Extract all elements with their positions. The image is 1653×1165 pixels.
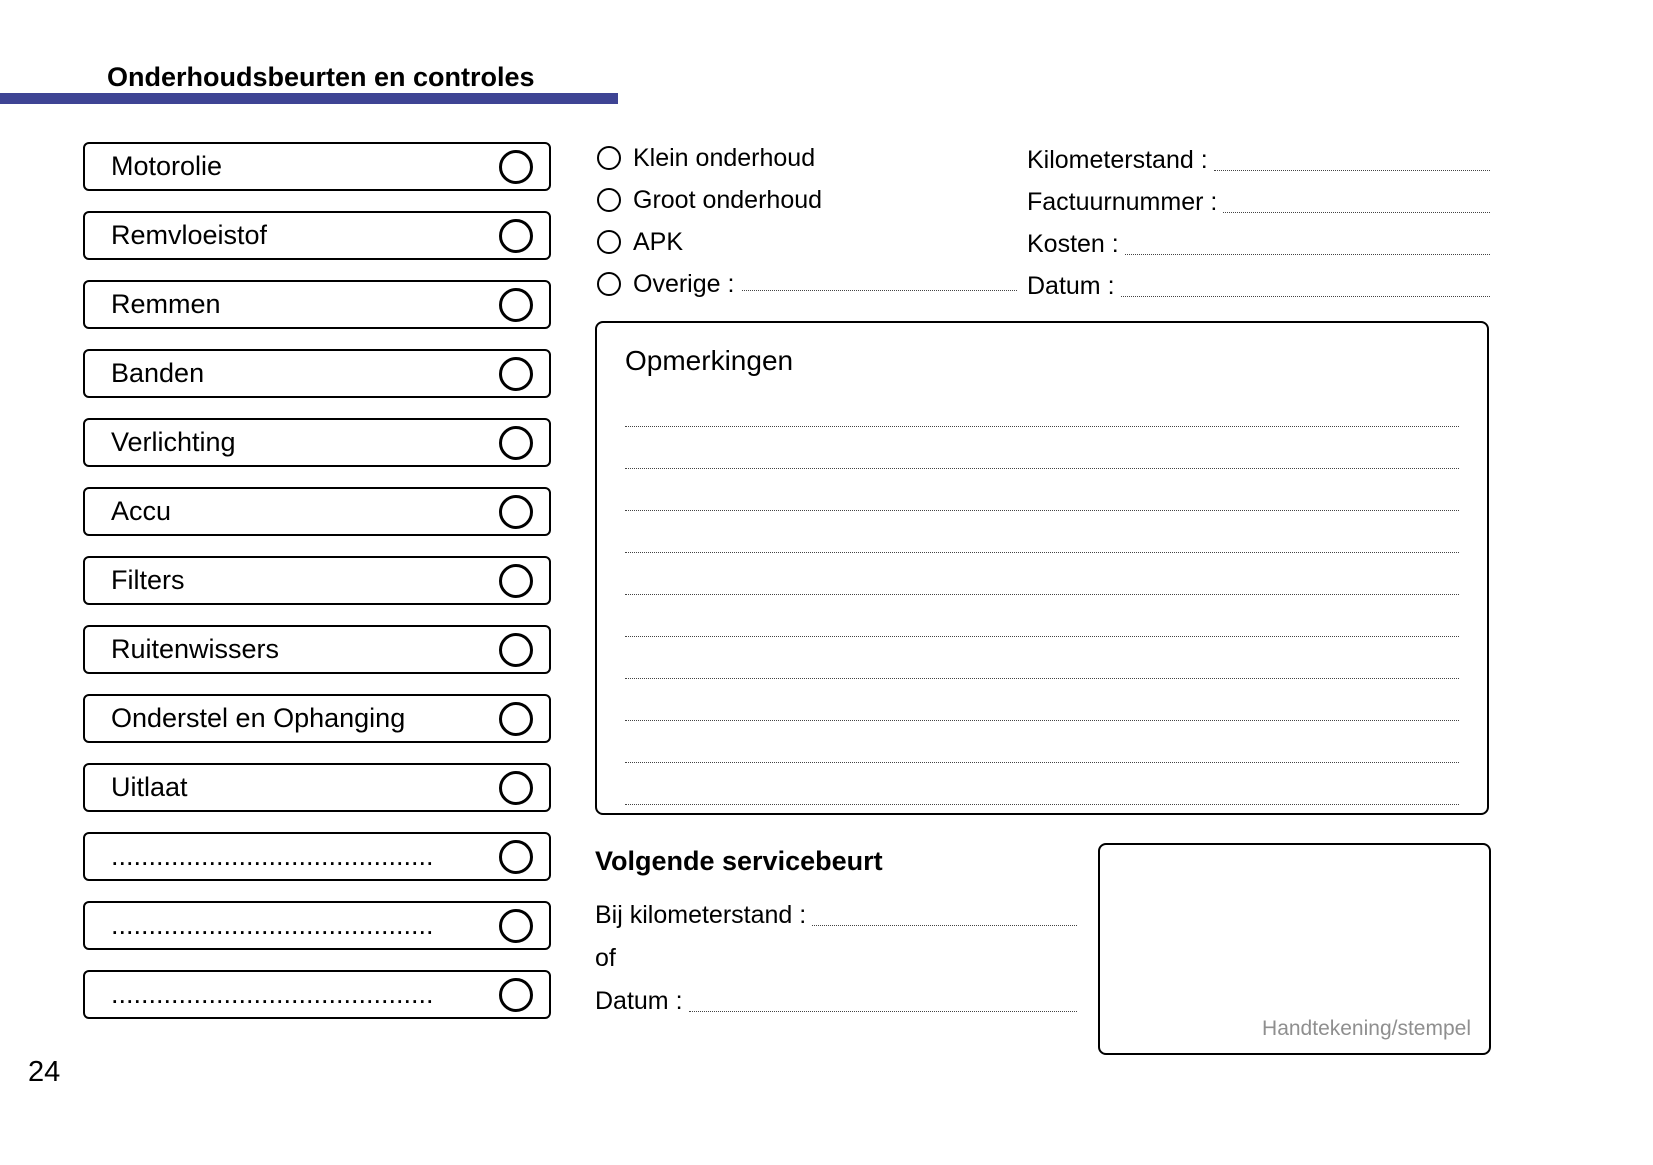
check-circle[interactable]	[499, 495, 533, 529]
check-circle[interactable]	[499, 219, 533, 253]
next-service-km-row	[595, 891, 1077, 934]
radio-label: Groot onderhoud	[633, 185, 823, 214]
checklist-item-uitlaat	[83, 763, 551, 812]
checklist-item-blank-2	[83, 901, 551, 950]
remark-line[interactable]	[625, 509, 1459, 511]
checklist-item-ruitenwissers	[83, 625, 551, 674]
next-service-title: Volgende servicebeurt	[595, 846, 883, 876]
checklist-item-accu	[83, 487, 551, 536]
remark-line[interactable]	[625, 677, 1459, 679]
service-option-klein	[597, 137, 1017, 179]
checklist-item-label: Remmen	[111, 289, 221, 319]
checklist-item-label: Filters	[111, 565, 185, 595]
signature-label: Handtekening/stempel	[1262, 1017, 1471, 1040]
checklist-item-remvloeistof	[83, 211, 551, 260]
remark-line[interactable]	[625, 635, 1459, 637]
radio-label: Overige :	[633, 269, 735, 298]
remarks-lines	[625, 385, 1459, 805]
checklist-item-verlichting	[83, 418, 551, 467]
page-title: Onderhoudsbeurten en controles	[107, 62, 535, 92]
checklist-item-blank-3	[83, 970, 551, 1019]
check-circle[interactable]	[499, 357, 533, 391]
remark-line[interactable]	[625, 551, 1459, 553]
field-factuurnummer	[1027, 179, 1490, 221]
checklist-item-blank-1	[83, 832, 551, 881]
checklist-item-writein[interactable]: ...........................................	[111, 979, 434, 1009]
remark-line[interactable]	[625, 719, 1459, 721]
next-service-or-row	[595, 934, 1077, 977]
check-circle[interactable]	[499, 288, 533, 322]
remark-line[interactable]	[625, 467, 1459, 469]
next-service-date-line[interactable]	[689, 1010, 1077, 1012]
check-circle[interactable]	[499, 771, 533, 805]
field-label: Factuurnummer :	[1027, 188, 1218, 216]
remark-line[interactable]	[625, 593, 1459, 595]
next-service-date-label: Datum :	[595, 987, 683, 1015]
radio-circle[interactable]	[597, 146, 621, 170]
overige-input-line[interactable]	[742, 289, 1017, 291]
checklist-item-writein[interactable]: ...........................................	[111, 841, 434, 871]
check-circle[interactable]	[499, 150, 533, 184]
checklist-item-label: Motorolie	[111, 151, 223, 181]
remark-line[interactable]	[625, 425, 1459, 427]
service-type-group	[597, 137, 1017, 305]
remarks-box	[595, 321, 1489, 815]
check-circle[interactable]	[499, 633, 533, 667]
checklist-item-label: Remvloeistof	[111, 220, 268, 250]
field-input-line[interactable]	[1214, 169, 1490, 171]
field-input-line[interactable]	[1223, 211, 1490, 213]
checklist	[83, 142, 551, 1039]
remark-line[interactable]	[625, 761, 1459, 763]
field-label: Kilometerstand :	[1027, 146, 1208, 174]
radio-circle[interactable]	[597, 188, 621, 212]
checklist-item-onderstel	[83, 694, 551, 743]
check-circle[interactable]	[499, 426, 533, 460]
checklist-item-label: Ruitenwissers	[111, 634, 280, 664]
field-input-line[interactable]	[1125, 253, 1490, 255]
next-service-date-row	[595, 977, 1077, 1020]
service-option-groot	[597, 179, 1017, 221]
signature-box[interactable]	[1098, 843, 1491, 1055]
service-option-overige	[597, 263, 1017, 305]
field-kilometerstand	[1027, 137, 1490, 179]
field-input-line[interactable]	[1121, 295, 1490, 297]
field-label: Datum :	[1027, 272, 1115, 300]
invoice-fields	[1027, 137, 1490, 305]
field-datum	[1027, 263, 1490, 305]
checklist-item-remmen	[83, 280, 551, 329]
check-circle[interactable]	[499, 564, 533, 598]
check-circle[interactable]	[499, 978, 533, 1012]
next-service-km-label: Bij kilometerstand :	[595, 901, 807, 929]
remark-line[interactable]	[625, 803, 1459, 805]
checklist-item-banden	[83, 349, 551, 398]
checklist-item-label: Onderstel en Ophanging	[111, 703, 406, 733]
checklist-item-label: Banden	[111, 358, 205, 388]
next-service-or-label: of	[595, 944, 616, 972]
page-number: 24	[28, 1056, 61, 1088]
check-circle[interactable]	[499, 840, 533, 874]
checklist-item-writein[interactable]: ...........................................	[111, 910, 434, 940]
remarks-title: Opmerkingen	[625, 345, 794, 376]
service-option-apk	[597, 221, 1017, 263]
checklist-item-label: Accu	[111, 496, 172, 526]
check-circle[interactable]	[499, 909, 533, 943]
next-service-km-line[interactable]	[812, 924, 1077, 926]
next-service-section	[595, 846, 1077, 1020]
radio-circle[interactable]	[597, 230, 621, 254]
field-label: Kosten :	[1027, 230, 1119, 258]
checklist-item-filters	[83, 556, 551, 605]
radio-circle[interactable]	[597, 272, 621, 296]
checklist-item-label: Uitlaat	[111, 772, 188, 802]
check-circle[interactable]	[499, 702, 533, 736]
radio-label: APK	[633, 227, 684, 256]
checklist-item-motorolie	[83, 142, 551, 191]
title-underline	[0, 93, 618, 104]
checklist-item-label: Verlichting	[111, 427, 236, 457]
radio-label: Klein onderhoud	[633, 143, 816, 172]
field-kosten	[1027, 221, 1490, 263]
